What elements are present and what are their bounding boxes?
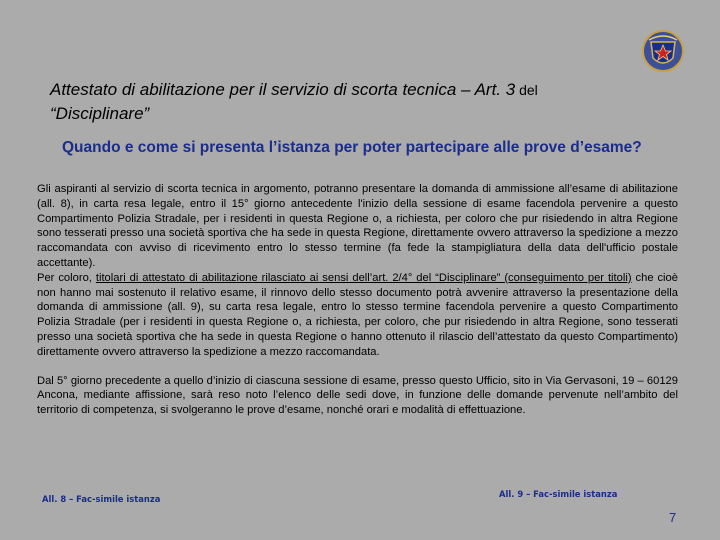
paragraph-2-intro: Per coloro, <box>37 271 96 284</box>
slide-body <box>37 182 678 418</box>
paragraph-1: Gli aspiranti al servizio di scorta tecnica in argomento, potranno presentare la domanda di ammissione all’esame di abilitazione (all. 8), in carta resa legale, entro il 15° giorno antecedente l'inizio della sessione di esame facendola pervenire a questo Compartimento Polizia Stradale, per i residenti in questa Regione o, a richiesta, per coloro che pur risiedendo in altra Regione sono tesserati presso una società sportiva che ha sede in questa Regione, direttamente ovvero attraverso la spedizione a mezzo raccomandata con avviso di ricevimento entro lo stesso termine (fa fede la stampigliatura della data dell'ufficio postale accettante). <box>37 183 678 269</box>
paragraph-2-rest: che cioè non hanno mai sostenuto il relativo esame, il rinnovo dello stesso documento potrà avvenire attraverso la presentazione della domanda di ammissione (all. 9), su carta resa legale, entro lo stesso termine facendola pervenire a questo Compartimento Polizia Stradale (per i residenti in questa Regione o, a richiesta, per coloro, che pur risiedendo in altra Regione, sono tesserati presso una società sportiva che ha sede in questa Regione o hanno ottenuto il rilascio dell’attestato da questo Compartimento) direttamente ovvero attraverso la spedizione a mezzo raccomandata. <box>37 271 678 358</box>
slide-title-suffix: del <box>515 82 538 98</box>
slide-title-main: Attestato di abilitazione per il servizio di scorta tecnica – Art. 3 <box>50 80 516 99</box>
attachment-9-link[interactable]: All. 9 – Fac-simile istanza <box>499 489 618 499</box>
paragraph-3: Dal 5° giorno precedente a quello d’inizio di ciascuna sessione di esame, presso questo Ufficio, sito in Via Gervasoni, 19 – 60129 Ancona, mediante affissione, sarà reso noto l’elenco delle sedi dove, in funzione delle domande pervenute nell’ambito del territorio di competenza, si svolgeranno le prove d’esame, nonché orari e modalità di effettuazione. <box>37 374 678 417</box>
slide-title <box>50 78 690 126</box>
slide-subtitle: Quando e come si presenta l’istanza per poter partecipare alle prove d’esame? <box>62 139 642 156</box>
page-number: 7 <box>669 510 677 525</box>
polizia-stradale-shield-icon <box>640 28 686 74</box>
paragraph-spacer <box>37 360 678 374</box>
slide-title-line2: “Disciplinare” <box>50 104 150 123</box>
paragraph-2 <box>37 271 678 360</box>
paragraph-2-underlined: titolari di attestato di abilitazione rilasciato ai sensi dell’art. 2/4° del “Disciplinare” (conseguimento per titoli) <box>95 271 632 284</box>
attachment-8-link[interactable]: All. 8 – Fac-simile istanza <box>42 494 161 504</box>
